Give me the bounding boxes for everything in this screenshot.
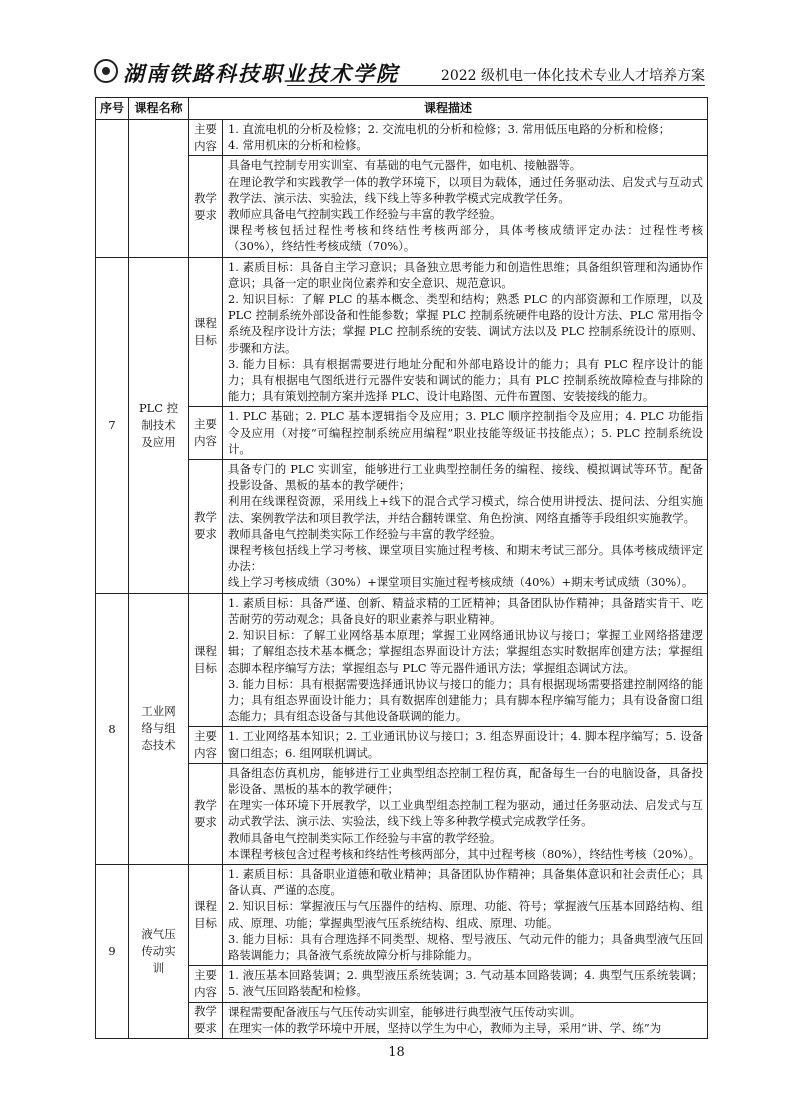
- section-content: [223, 1002, 708, 1038]
- page-number: 18: [388, 1045, 405, 1060]
- paragraph: 1. 直流电机的分析及检修；2. 交流电机的分析和检修；3. 常用低压电路的分析和检修；: [228, 122, 671, 136]
- paragraph: 教师具备电气控制类实际工作经验与丰富的教学经验。: [228, 526, 502, 541]
- section-label: 主要内容: [189, 407, 223, 460]
- paragraph: 1. 工业网络基本知识；2. 工业通讯协议与接口；3. 组态界面设计；4. 脚本程序编写；5. 设备窗口组态；6. 组网联机调试。: [228, 729, 704, 760]
- paragraph: 4. 常用机床的分析和检修。: [228, 138, 368, 153]
- paragraph: 2. 知识目标：了解工业网络基本原理；掌握工业网络通讯协议与接口；掌握工业网络搭建逻辑；了解组态技术基本概念；掌握组态界面设计方法；掌握组态实时数据库创建方法；掌握组态脚本程序编写方法；掌握组态与 PLC 等元器件通讯方法；掌握组态调试方法。: [228, 628, 704, 675]
- paragraph: 课程需要配备液压与气压传动实训室，能够进行典型液气压传动实训。: [228, 1004, 582, 1019]
- course-number: 9: [96, 864, 129, 1038]
- table-row: [96, 593, 708, 727]
- section-content: [223, 727, 708, 763]
- school-logo: [92, 56, 399, 90]
- section-content: [223, 966, 708, 1002]
- course-table: [95, 97, 708, 1039]
- paragraph: 在理论教学和实践教学一体的教学环境下，以项目为载体，通过任务驱动法、启发式与互动式教学法、演示法、实验法，线下线上等多种教学模式完成教学任务。: [228, 174, 704, 205]
- table-header-row: [96, 98, 708, 120]
- header-rule: [287, 85, 705, 86]
- section-label: 主要内容: [189, 966, 223, 1002]
- table-row: [96, 864, 708, 965]
- section-label: 教学要求: [189, 763, 223, 864]
- section-label: 课程目标: [189, 593, 223, 727]
- course-name-cell: [129, 120, 189, 258]
- document-title: 2022 级机电一体化技术专业人才培养方案: [440, 68, 705, 84]
- paragraph: 本课程考核包含过程考核和终结性考核两部分，其中过程考核（80%），终结性考核（20%）。: [228, 846, 701, 861]
- section-label: 课程目标: [189, 864, 223, 965]
- course-name: 液气压传动实训: [129, 864, 189, 1038]
- paragraph: 具备电气控制专用实训室、有基础的电气元器件，如电机、接触器等。: [228, 158, 582, 173]
- paragraph: 1. PLC 基础；2. PLC 基本逻辑指令及应用；3. PLC 顺序控制指令及应用；4. PLC 功能指令及应用（对接“可编程控制系统应用编程”职业技能等级证书技能点）；5. PLC 控制系统设计。: [228, 409, 704, 456]
- section-label: 教学要求: [189, 1002, 223, 1038]
- paragraph: 2. 知识目标：掌握液压与气压器件的结构、原理、功能、符号；掌握液气压基本回路结构、组成、原理、功能；掌握典型液气压系统结构、组成、原理、功能。: [228, 899, 704, 930]
- section-content: [223, 460, 708, 594]
- section-label: 教学要求: [189, 460, 223, 594]
- paragraph: 课程考核包括线上学习考核、课堂项目实施过程考核、和期末考试三部分。具体考核成绩评定办法：: [228, 543, 704, 574]
- course-number-cell: [96, 120, 129, 258]
- paragraph: 3. 能力目标：具有根据需要选择通讯协议与接口的能力；具有根据现场需要搭建控制网络的能力；具有组态界面设计能力；具有数据库创建能力；具有脚本程序编写能力；具有设备窗口组态能力；具有组态设备与其他设备联调的能力。: [228, 676, 704, 724]
- paragraph: 1. 液压基本回路装调；2. 典型液压系统装调；3. 气动基本回路装调；4. 典型气压系统装调；5. 液气压回路装配和检修。: [228, 968, 704, 999]
- paragraph: 具备专门的 PLC 实训室，能够进行工业典型控制任务的编程、接线、模拟调试等环节。配备投影设备、黑板的基本的教学硬件；: [228, 462, 704, 493]
- section-content: [223, 593, 708, 727]
- paragraph: 利用在线课程资源，采用线上+线下的混合式学习模式，综合使用讲授法、提问法、分组实施法、案例教学法和项目教学法，并结合翻转课堂、角色扮演、网络直播等手段组织实施教学。: [228, 494, 704, 525]
- school-logo-text: 湖南铁路科技职业技术学院: [123, 61, 399, 86]
- table-row: [96, 257, 708, 407]
- paragraph: 线上学习考核成绩（30%）+课堂项目实施过程考核成绩（40%）+期末考试成绩（30%）。: [228, 575, 694, 590]
- section-label: 教学要求: [189, 156, 223, 257]
- paragraph: 教师具备电气控制类实际工作经验与丰富的教学经验。: [228, 830, 502, 845]
- section-content: [223, 763, 708, 864]
- paragraph: 1. 素质目标：具备严谨、创新、精益求精的工匠精神；具备团队协作精神；具备踏实肯干、吃苦耐劳的劳动观念；具备良好的职业素养与职业精神。: [228, 595, 704, 626]
- section-content: [223, 407, 708, 460]
- course-number: 8: [96, 593, 129, 864]
- column-header-course-name: 课程名称: [129, 98, 189, 120]
- column-header-description: 课程描述: [189, 98, 708, 120]
- table-row: [96, 120, 708, 156]
- course-number: 7: [96, 257, 129, 593]
- paragraph: 具备组态仿真机房，能够进行工业典型组态控制工程仿真，配备每生一台的电脑设备，具备投影设备、黑板的基本的教学硬件；: [228, 765, 704, 796]
- course-name: 工业网络与组态技术: [129, 593, 189, 864]
- column-header-number: 序号: [96, 98, 129, 120]
- section-label: 主要内容: [189, 727, 223, 763]
- section-label: 课程目标: [189, 257, 223, 407]
- school-seal-icon: [94, 59, 118, 83]
- paragraph: 在理实一体的教学环境中开展，坚持以学生为中心，教师为主导，采用“讲、学、练”为: [228, 1020, 662, 1035]
- paragraph: 3. 能力目标：具有根据需要进行地址分配和外部电路设计的能力；具有 PLC 程序设计的能力；具有根据电气图纸进行元器件安装和调试的能力；具有 PLC 控制系统故障检查与排除的能力；具有策划控制方案并选择 PLC、设计电路图、元件布置图、安装接线的能力。: [228, 356, 704, 404]
- paragraph: 教师应具备电气控制实践工作经验与丰富的教学经验。: [228, 207, 502, 222]
- section-content: [223, 864, 708, 965]
- section-content: [223, 120, 708, 156]
- paragraph: 课程考核包括过程性考核和终结性考核两部分，具体考核成绩评定办法：过程性考核（30%），终结性考核成绩（70%）。: [228, 223, 704, 254]
- paragraph: 在理实一体环境下开展教学，以工业典型组态控制工程为驱动，通过任务驱动法、启发式与互动式教学法、演示法、实验法，线下线上等多种教学模式完成教学任务。: [228, 798, 704, 829]
- paragraph: 1. 素质目标：具备职业道德和敬业精神；具备团队协作精神；具备集体意识和社会责任心；具备认真、严谨的态度。: [228, 866, 704, 898]
- page-header: [92, 56, 705, 90]
- course-name: PLC 控制技术及应用: [129, 257, 189, 593]
- paragraph: 2. 知识目标：了解 PLC 的基本概念、类型和结构；熟悉 PLC 的内部资源和工作原理，以及 PLC 控制系统外部设备和性能参数；掌握 PLC 控制系统硬件电路的设计方法、PLC 常用指令系统及程序设计方法；掌握 PLC 控制系统的安装、调试方法以及 PLC 控制系统设计的原则、步骤和方法。: [228, 292, 704, 355]
- section-label: 主要内容: [189, 120, 223, 156]
- section-content: [223, 156, 708, 257]
- paragraph: 1. 素质目标：具备自主学习意识；具备独立思考能力和创造性思维；具备组织管理和沟通协作意识；具备一定的职业岗位素养和安全意识、规范意识。: [228, 259, 704, 290]
- paragraph: 3. 能力目标：具有合理选择不同类型、规格、型号液压、气动元件的能力；具备典型液气压回路装调能力；具备液气系统故障分析与排除能力。: [228, 931, 704, 962]
- section-content: [223, 257, 708, 407]
